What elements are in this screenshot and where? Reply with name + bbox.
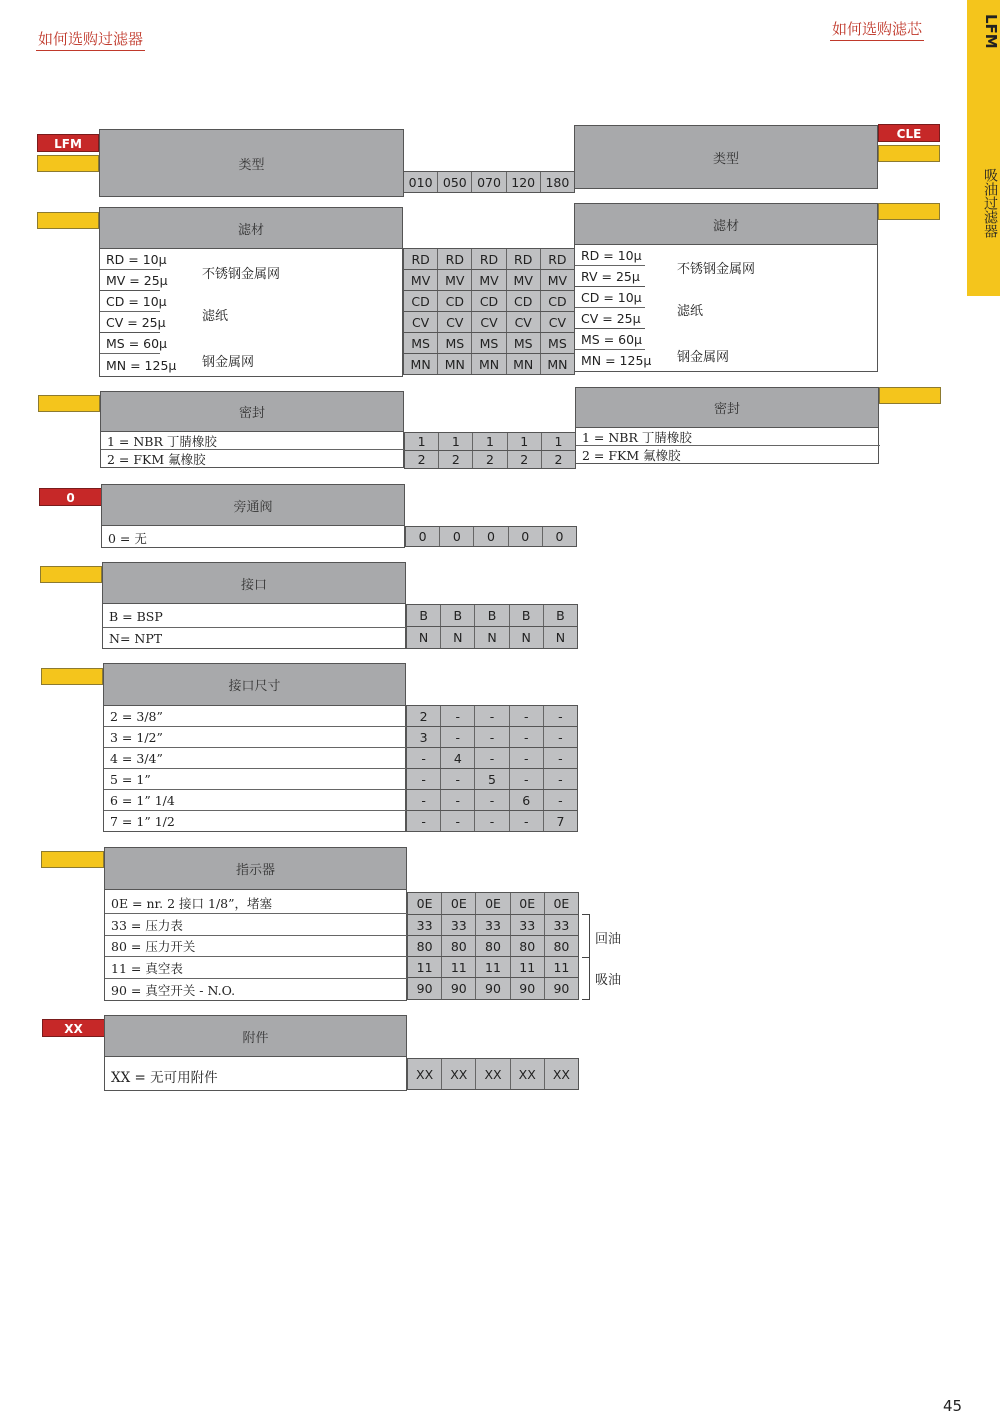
media-cell: MV <box>404 270 438 290</box>
media-cell: MS <box>472 333 506 353</box>
media-cell: CD <box>472 291 506 311</box>
bypass-cell: 0 <box>509 527 543 546</box>
suction-oil-bracket <box>582 957 590 1000</box>
indicator-cell: 80 <box>511 936 545 956</box>
port-size-row: 5 = 1” <box>104 769 407 790</box>
seal-grid-row <box>404 450 576 469</box>
port-size-cell: - <box>407 748 441 768</box>
port-size-cell: 2 <box>407 706 441 726</box>
media-cell: CD <box>541 291 574 311</box>
type-header-right: 类型 <box>574 125 878 189</box>
media-header-left: 滤材 <box>99 207 403 249</box>
media-grid-row <box>403 248 575 270</box>
indicator-row: 90 = 真空开关 - N.O. <box>111 982 236 998</box>
type-code-cell: 050 <box>438 172 472 192</box>
accessory-header: 附件 <box>104 1015 407 1057</box>
seal-cell: 2 <box>542 451 575 468</box>
media-cell: CD <box>404 291 438 311</box>
side-tab <box>967 0 1000 296</box>
port-size-grid-row <box>406 705 578 727</box>
indicator-cell: 80 <box>476 936 510 956</box>
media-cell: MN <box>438 354 472 374</box>
indicator-cell: 11 <box>545 957 578 977</box>
accessory-cell: XX <box>408 1059 442 1089</box>
bypass-badge: 0 <box>39 488 102 506</box>
bypass-cell: 0 <box>474 527 508 546</box>
seal-header-right: 密封 <box>575 387 879 428</box>
port-size-grid <box>406 705 578 832</box>
indicator-grid-row <box>407 956 579 978</box>
seal-cell: 1 <box>473 433 507 450</box>
seal-cell: 1 <box>542 433 575 450</box>
port-header: 接口 <box>102 562 406 604</box>
media-cell: MN <box>507 354 541 374</box>
media-cell: CD <box>438 291 472 311</box>
indicator-cell: 33 <box>476 915 510 935</box>
port-cell: N <box>441 627 475 648</box>
bypass-row: 0 = 无 <box>108 530 147 546</box>
media-cell: CV <box>438 312 472 332</box>
seal-cell: 1 <box>405 433 439 450</box>
suction-oil-label: 吸油 <box>595 973 622 988</box>
media-left-desc: 不锈钢金属网 <box>202 267 281 282</box>
media-right-row: MN = 125μ <box>581 353 652 368</box>
indicator-grid-row <box>407 977 579 1000</box>
indicator-cell: 90 <box>408 978 442 999</box>
indicator-row: 11 = 真空表 <box>105 957 408 979</box>
port-size-cell: - <box>510 748 544 768</box>
media-cell: RD <box>404 249 438 269</box>
media-left-row: MV = 25μ <box>100 270 160 291</box>
indicator-cell: 0E <box>545 893 578 914</box>
seal-right-row: 2 = FKM 氟橡胶 <box>582 447 681 463</box>
seal-left-row: 1 = NBR 丁腈橡胶 <box>101 432 405 450</box>
indicator-row: 0E = nr. 2 接口 1/8”，堵塞 <box>105 892 408 914</box>
media-right-row: CV = 25μ <box>575 308 645 329</box>
accessory-cell: XX <box>476 1059 510 1089</box>
media-left-row: MN = 125μ <box>106 357 177 373</box>
port-size-row: 3 = 1/2” <box>104 727 407 748</box>
indicator-grid-row <box>407 914 579 936</box>
port-size-cell: 6 <box>510 790 544 810</box>
media-grid-row <box>403 311 575 333</box>
port-size-grid-row <box>406 726 578 748</box>
indicator-cell: 80 <box>442 936 476 956</box>
port-size-cell: - <box>510 727 544 747</box>
media-cell: MN <box>472 354 506 374</box>
media-right-desc: 不锈钢金属网 <box>677 262 756 277</box>
indicator-cell: 80 <box>408 936 442 956</box>
media-cell: MN <box>541 354 574 374</box>
media-cell: CV <box>404 312 438 332</box>
seal-cell: 1 <box>439 433 473 450</box>
accessory-list <box>104 1057 407 1091</box>
port-cell: N <box>407 627 441 648</box>
media-left-row: CV = 25μ <box>100 312 160 333</box>
media-grid <box>403 248 575 376</box>
indicator-yellow-bar <box>41 851 104 868</box>
seal-grid-row <box>404 432 576 451</box>
indicator-cell: 0E <box>408 893 442 914</box>
port-cell: B <box>475 605 509 626</box>
port-size-cell: - <box>407 811 441 831</box>
accessory-cell: XX <box>442 1059 476 1089</box>
port-cell: B <box>441 605 475 626</box>
port-list <box>102 604 406 649</box>
seal-right-list <box>575 428 879 464</box>
port-size-cell: - <box>544 748 577 768</box>
indicator-cell: 33 <box>545 915 578 935</box>
port-size-grid-row <box>406 810 578 832</box>
seal-cell: 2 <box>473 451 507 468</box>
indicator-cell: 11 <box>442 957 476 977</box>
media-cell: RD <box>472 249 506 269</box>
port-size-cell: - <box>475 727 509 747</box>
port-size-cell: - <box>510 769 544 789</box>
port-size-cell: - <box>441 811 475 831</box>
type-code-grid <box>403 171 575 193</box>
seal-yellow-bar-right <box>879 387 941 404</box>
port-size-cell: - <box>407 790 441 810</box>
type-header-left: 类型 <box>99 129 404 197</box>
header-right-title: 如何选购滤芯 <box>830 18 924 41</box>
port-size-cell: - <box>475 748 509 768</box>
type-code-cell: 070 <box>472 172 506 192</box>
return-oil-bracket <box>582 914 590 958</box>
media-cell: MN <box>404 354 438 374</box>
media-grid-row <box>403 290 575 312</box>
port-size-header: 接口尺寸 <box>103 663 406 706</box>
media-cell: MS <box>541 333 574 353</box>
seal-cell: 2 <box>439 451 473 468</box>
media-cell: RD <box>507 249 541 269</box>
bypass-cell: 0 <box>543 527 576 546</box>
media-cell: RD <box>438 249 472 269</box>
port-grid-row <box>406 626 578 649</box>
port-size-cell: - <box>510 811 544 831</box>
media-right-list <box>574 245 878 372</box>
port-size-cell: - <box>441 769 475 789</box>
media-right-row: RV = 25μ <box>575 266 645 287</box>
indicator-grid-row <box>407 935 579 957</box>
bypass-grid-row <box>405 526 577 547</box>
media-right-row: RD = 10μ <box>575 245 645 266</box>
header-left-title: 如何选购过滤器 <box>36 28 145 51</box>
seal-left-list <box>100 432 404 468</box>
port-size-row: 6 = 1” 1/4 <box>104 790 407 811</box>
port-size-row: 4 = 3/4” <box>104 748 407 769</box>
media-cell: MV <box>472 270 506 290</box>
media-grid-row <box>403 353 575 375</box>
port-size-grid-row <box>406 768 578 790</box>
media-right-desc: 钢金属网 <box>677 350 730 365</box>
indicator-cell: 0E <box>476 893 510 914</box>
port-size-row: 7 = 1” 1/2 <box>110 814 175 829</box>
media-right-row: CD = 10μ <box>575 287 645 308</box>
indicator-grid <box>407 892 579 1000</box>
type-badge-right: CLE <box>878 124 940 142</box>
port-size-cell: 7 <box>544 811 577 831</box>
port-size-list <box>103 706 406 832</box>
seal-right-row: 1 = NBR 丁腈橡胶 <box>576 428 880 446</box>
media-grid-row <box>403 269 575 291</box>
media-left-desc: 滤纸 <box>202 309 229 324</box>
port-yellow-bar <box>40 566 102 583</box>
media-left-row: MS = 60μ <box>100 333 160 354</box>
media-left-desc: 钢金属网 <box>202 355 255 370</box>
type-code-cell: 120 <box>507 172 541 192</box>
indicator-cell: 0E <box>442 893 476 914</box>
indicator-cell: 80 <box>545 936 578 956</box>
type-yellow-bar-right <box>878 145 940 162</box>
indicator-cell: 90 <box>511 978 545 999</box>
port-cell: N <box>510 627 544 648</box>
indicator-row: 80 = 压力开关 <box>105 936 408 957</box>
port-size-cell: - <box>475 706 509 726</box>
media-left-row: CD = 10μ <box>100 291 160 312</box>
accessory-badge: XX <box>42 1019 105 1037</box>
port-grid-row <box>406 604 578 627</box>
indicator-cell: 90 <box>545 978 578 999</box>
port-size-grid-row <box>406 789 578 811</box>
port-size-cell: - <box>544 727 577 747</box>
indicator-cell: 0E <box>511 893 545 914</box>
port-row: B = BSP <box>103 606 407 628</box>
media-header-right: 滤材 <box>574 203 878 245</box>
port-size-cell: - <box>544 790 577 810</box>
seal-cell: 1 <box>508 433 542 450</box>
indicator-list <box>104 890 407 1001</box>
media-cell: MS <box>438 333 472 353</box>
indicator-cell: 90 <box>476 978 510 999</box>
media-cell: MV <box>507 270 541 290</box>
accessory-row: XX = 无可用附件 <box>111 1070 218 1086</box>
media-cell: CV <box>507 312 541 332</box>
type-code-cell: 180 <box>541 172 574 192</box>
media-cell: MV <box>541 270 574 290</box>
port-size-cell: 3 <box>407 727 441 747</box>
port-size-cell: - <box>407 769 441 789</box>
type-badge-left: LFM <box>37 134 99 152</box>
port-cell: B <box>510 605 544 626</box>
media-yellow-bar-left <box>37 212 99 229</box>
port-cell: N <box>475 627 509 648</box>
indicator-cell: 90 <box>442 978 476 999</box>
seal-header-left: 密封 <box>100 391 404 432</box>
port-row: N= NPT <box>109 630 163 646</box>
media-right-desc: 滤纸 <box>677 304 704 319</box>
media-cell: CD <box>507 291 541 311</box>
media-grid-row <box>403 332 575 354</box>
port-size-cell: - <box>544 769 577 789</box>
indicator-row: 33 = 压力表 <box>105 914 408 936</box>
port-size-grid-row <box>406 747 578 769</box>
media-cell: MV <box>438 270 472 290</box>
port-size-cell: 4 <box>441 748 475 768</box>
port-size-cell: - <box>475 790 509 810</box>
port-size-yellow-bar <box>41 668 103 685</box>
port-cell: B <box>544 605 577 626</box>
side-tab-label: 吸油过滤器 <box>982 168 998 238</box>
port-size-cell: 5 <box>475 769 509 789</box>
port-size-cell: - <box>510 706 544 726</box>
media-cell: CV <box>541 312 574 332</box>
type-yellow-bar-left <box>37 155 99 172</box>
accessory-grid-row <box>407 1058 579 1090</box>
bypass-cell: 0 <box>440 527 474 546</box>
indicator-header: 指示器 <box>104 847 407 890</box>
seal-left-row: 2 = FKM 氟橡胶 <box>107 451 206 467</box>
indicator-cell: 11 <box>476 957 510 977</box>
indicator-grid-row <box>407 892 579 915</box>
media-left-row: RD = 10μ <box>100 249 160 270</box>
return-oil-label: 回油 <box>595 932 622 947</box>
type-code-cell: 010 <box>404 172 438 192</box>
media-right-row: MS = 60μ <box>575 329 645 350</box>
bypass-header: 旁通阀 <box>101 484 405 526</box>
port-size-cell: - <box>544 706 577 726</box>
indicator-cell: 33 <box>511 915 545 935</box>
seal-yellow-bar-left <box>38 395 100 412</box>
indicator-cell: 11 <box>408 957 442 977</box>
media-cell: MS <box>404 333 438 353</box>
port-size-row: 2 = 3/8” <box>104 706 407 727</box>
media-cell: RD <box>541 249 574 269</box>
seal-cell: 2 <box>405 451 439 468</box>
indicator-cell: 33 <box>442 915 476 935</box>
port-cell: B <box>407 605 441 626</box>
bypass-list <box>101 526 405 548</box>
indicator-cell: 33 <box>408 915 442 935</box>
media-left-list <box>99 249 403 377</box>
media-cell: MS <box>507 333 541 353</box>
media-cell: CV <box>472 312 506 332</box>
port-cell: N <box>544 627 577 648</box>
media-yellow-bar-right <box>878 203 940 220</box>
port-size-cell: - <box>441 727 475 747</box>
port-size-cell: - <box>475 811 509 831</box>
page-number: 45 <box>943 1397 963 1415</box>
indicator-cell: 11 <box>511 957 545 977</box>
side-tab-code: LFM <box>982 14 1000 49</box>
accessory-cell: XX <box>511 1059 545 1089</box>
port-size-cell: - <box>441 790 475 810</box>
port-size-cell: - <box>441 706 475 726</box>
seal-cell: 2 <box>508 451 542 468</box>
bypass-cell: 0 <box>406 527 440 546</box>
accessory-cell: XX <box>545 1059 578 1089</box>
